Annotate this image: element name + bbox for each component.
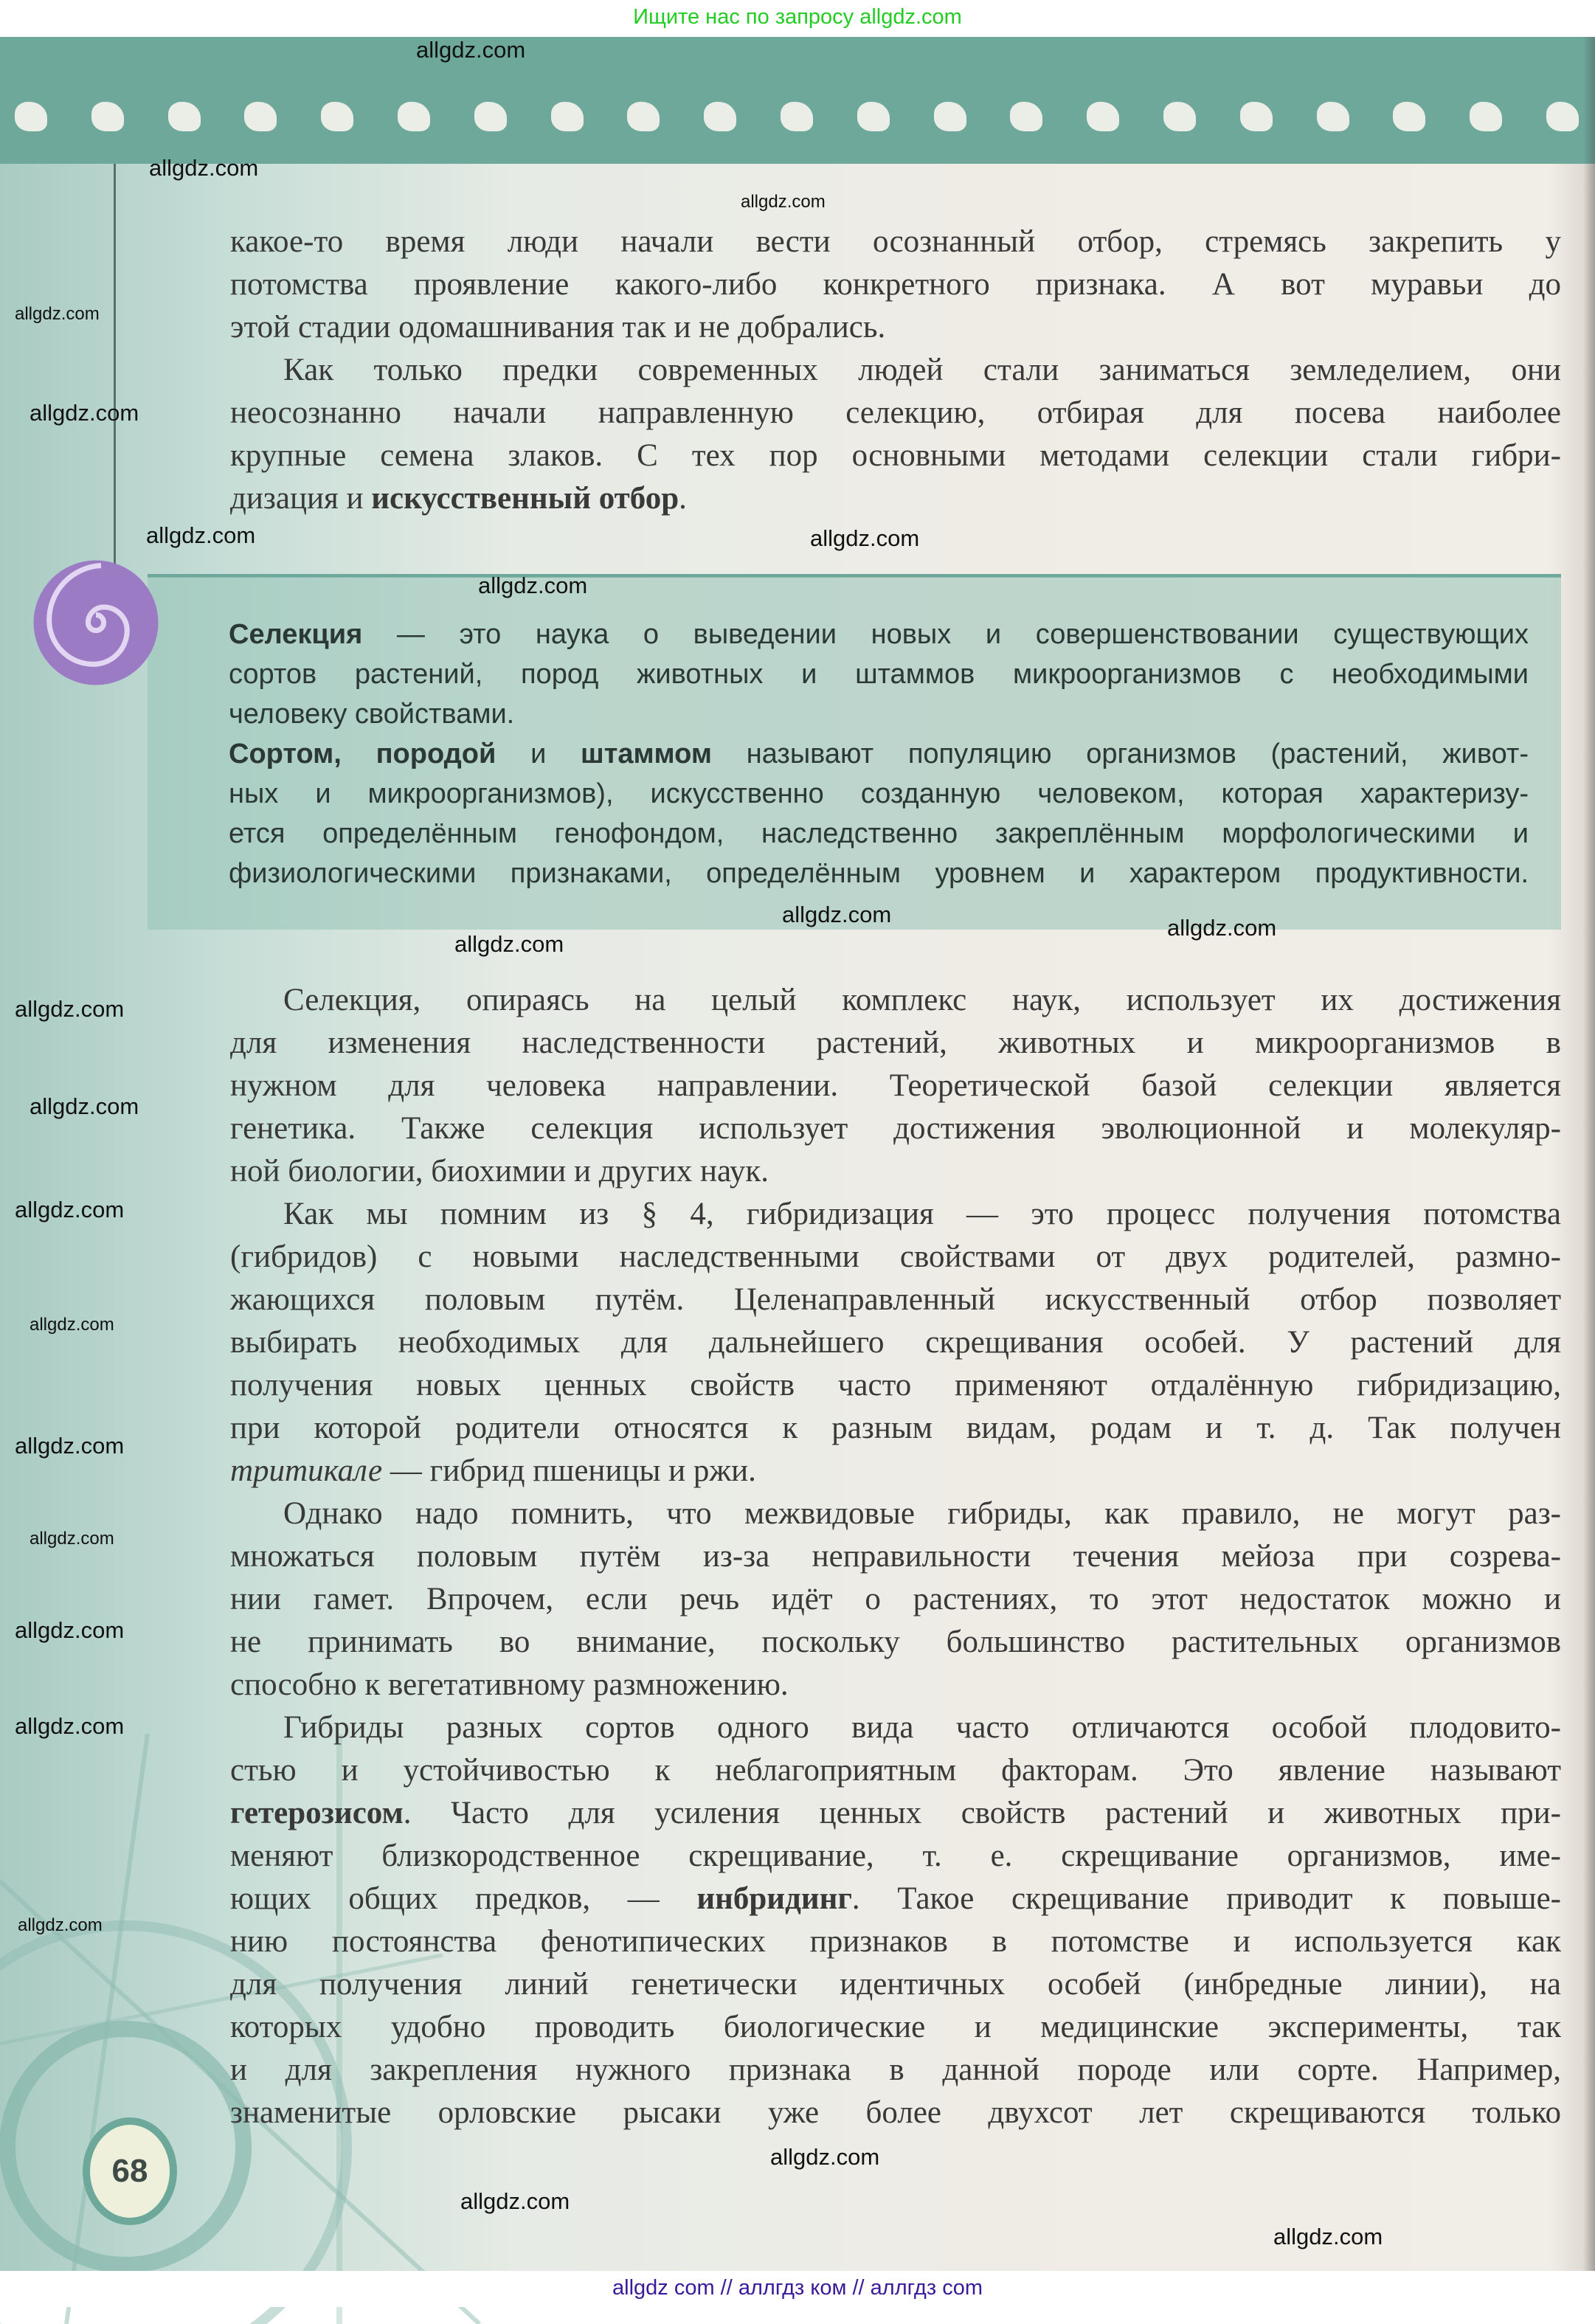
text-line — [230, 435, 1561, 477]
text-segment: нужном для человека направлении. Теоретической базой селекции является — [230, 1068, 1561, 1103]
animal-silhouette-icon — [1240, 102, 1273, 131]
watermark: allgdz.com — [1273, 2224, 1383, 2249]
animal-silhouette-icon — [168, 102, 201, 131]
text-segment: которых удобно проводить биологические и медицинские эксперименты, так — [230, 2010, 1561, 2044]
text-line — [229, 854, 1529, 893]
text-segment: — это наука о выведении новых и совершенствовании существующих — [362, 619, 1529, 650]
watermark: allgdz.com — [18, 1915, 103, 1935]
text-segment: Однако надо помнить, что межвидовые гибриды, как правило, не могут раз- — [283, 1496, 1561, 1531]
animal-silhouette-icon — [1317, 102, 1349, 131]
animal-silhouette-icon — [551, 102, 584, 131]
text-line — [230, 2092, 1561, 2134]
text-segment: Как только предки современных людей стали заниматься земледелием, они — [283, 353, 1561, 387]
text-segment: физиологическими признаками, определённым уровнем и характером продуктивности. — [229, 858, 1529, 889]
watermark: allgdz.com — [149, 155, 259, 181]
animal-silhouette-icon — [704, 102, 736, 131]
watermark: allgdz.com — [741, 192, 826, 212]
text-segment: — гибрид пшеницы и ржи. — [382, 1453, 756, 1488]
text-line — [230, 1578, 1561, 1621]
animal-silhouettes-icon — [15, 96, 1579, 140]
text-segment: . Такое скрещивание приводит к повыше- — [851, 1881, 1561, 1916]
text-line — [230, 1450, 1561, 1493]
text-segment: сортов растений, пород животных и штаммов микроорганизмов с необходимыми — [229, 659, 1529, 690]
watermark: allgdz.com — [15, 996, 125, 1022]
text-segment: генетика. Также селекция использует достижения эволюционной и молекуляр- — [230, 1111, 1561, 1146]
watermark: allgdz.com — [15, 304, 100, 324]
text-segment: называют популяцию организмов (растений, живот- — [712, 739, 1529, 770]
text-segment: . — [679, 481, 687, 516]
animal-silhouette-icon — [321, 102, 353, 131]
top-banner-text: Ищите нас по запросу allgdz.com — [633, 5, 962, 29]
page-number: 68 — [83, 2117, 177, 2225]
text-segment: не принимать во внимание, поскольку большинство растительных организмов — [230, 1625, 1561, 1659]
text-line — [230, 1878, 1561, 1920]
text-segment: нии гамет. Впрочем, если речь идёт о растениях, то этот недостаток можно и — [230, 1582, 1561, 1616]
text-segment: Селекция, опираясь на целый комплекс наук, использует их достижения — [283, 983, 1561, 1017]
main-text-top — [230, 221, 1561, 520]
text-line — [230, 979, 1561, 1022]
bottom-banner — [0, 2271, 1595, 2307]
text-segment: крупные семена злаков. С тех пор основными методами селекции стали гибри- — [230, 438, 1561, 473]
text-line — [230, 1749, 1561, 1792]
text-segment: ющих общих предков, — — [230, 1881, 697, 1916]
animal-silhouette-icon — [1470, 102, 1502, 131]
text-line — [230, 1236, 1561, 1279]
text-line — [230, 221, 1561, 263]
text-segment: ется определённым генофондом, наследственно закреплённым морфологическими и — [229, 818, 1529, 849]
margin-line — [114, 164, 116, 577]
text-segment: получения новых ценных свойств часто применяют отдалённую гибридизацию, — [230, 1368, 1561, 1403]
watermark: allgdz.com — [15, 1197, 125, 1222]
text-segment: для получения линий генетически идентичных особей (инбредные линии), на — [230, 1967, 1561, 2002]
text-segment: стью и устойчивостью к неблагоприятным факторам. Это явление называют — [230, 1753, 1561, 1788]
text-line — [230, 1321, 1561, 1364]
text-line — [230, 1493, 1561, 1535]
bold-term: искусственный отбор — [371, 481, 679, 516]
animal-silhouette-icon — [1546, 102, 1579, 131]
watermark: allgdz.com — [478, 573, 588, 598]
text-line — [230, 1279, 1561, 1321]
text-line — [230, 1193, 1561, 1236]
animal-silhouette-icon — [1010, 102, 1042, 131]
watermark: allgdz.com — [770, 2144, 880, 2170]
top-banner — [0, 0, 1595, 37]
definition-box-text — [229, 615, 1529, 893]
text-line — [229, 694, 1529, 734]
text-segment: множаться половым путём из-за неправильности течения мейоза при созрева- — [230, 1539, 1561, 1574]
text-line — [230, 1963, 1561, 2006]
text-segment: нию постоянства фенотипических признаков в потомстве и используется как — [230, 1924, 1561, 1959]
text-line — [230, 1621, 1561, 1664]
text-line — [230, 1535, 1561, 1578]
watermark: allgdz.com — [30, 1093, 139, 1119]
text-segment: (гибридов) с новыми наследственными свойствами от двух родителей, размно- — [230, 1239, 1561, 1274]
watermark: allgdz.com — [15, 1713, 125, 1739]
animal-silhouette-icon — [1393, 102, 1425, 131]
text-line — [229, 734, 1529, 774]
text-line — [230, 1920, 1561, 1963]
watermark: allgdz.com — [416, 37, 526, 63]
text-segment: способно к вегетативному размножению. — [230, 1667, 789, 1702]
watermark: allgdz.com — [460, 2188, 570, 2214]
bold-term: инбридинг — [696, 1881, 852, 1916]
text-segment: ной биологии, биохимии и других наук. — [230, 1154, 769, 1189]
text-line — [229, 774, 1529, 814]
animal-silhouette-icon — [934, 102, 966, 131]
text-line — [230, 1107, 1561, 1150]
text-segment: этой стадии одомашнивания так и не добрались. — [230, 310, 886, 345]
watermark: allgdz.com — [15, 1617, 125, 1643]
text-segment: и — [496, 739, 581, 770]
bottom-banner-text: allgdz com // аллгдз ком // аллгдз com — [612, 2276, 983, 2300]
animal-silhouette-icon — [91, 102, 124, 131]
italic-term: тритикале — [230, 1453, 383, 1488]
text-segment: знаменитые орловские рысаки уже более двухсот лет скрещиваются только — [230, 2095, 1561, 2130]
text-segment: меняют близкородственное скрещивание, т. е. скрещивание организмов, име- — [230, 1839, 1561, 1873]
text-line — [229, 654, 1529, 694]
text-line — [230, 1022, 1561, 1065]
text-line — [230, 1150, 1561, 1193]
animal-silhouette-icon — [857, 102, 890, 131]
watermark: allgdz.com — [810, 525, 920, 551]
text-line — [229, 615, 1529, 654]
text-segment: Как мы помним из § 4, гибридизация — это процесс получения потомства — [283, 1197, 1561, 1231]
book-spine-shadow — [1583, 37, 1595, 2287]
text-line — [230, 1792, 1561, 1835]
text-segment: жающихся половым путём. Целенаправленный искусственный отбор позволяет — [230, 1282, 1561, 1317]
text-line — [230, 477, 1561, 520]
text-line — [230, 349, 1561, 392]
watermark: allgdz.com — [1167, 915, 1277, 941]
text-line — [230, 263, 1561, 306]
watermark: allgdz.com — [146, 522, 256, 548]
watermark: allgdz.com — [30, 400, 139, 426]
watermark: allgdz.com — [15, 1433, 125, 1459]
animal-silhouette-icon — [627, 102, 660, 131]
text-line — [229, 814, 1529, 854]
watermark: allgdz.com — [30, 1315, 114, 1335]
bold-term: Селекция — [229, 619, 363, 650]
animal-silhouette-icon — [244, 102, 277, 131]
text-segment: при которой родители относятся к разным видам, родам и т. д. Так получен — [230, 1411, 1561, 1445]
text-line — [230, 1065, 1561, 1107]
animal-silhouette-icon — [398, 102, 430, 131]
animal-silhouette-icon — [15, 102, 47, 131]
bold-term: гетерозисом — [230, 1796, 404, 1830]
main-text-bottom — [230, 979, 1561, 2134]
text-segment: неосознанно начали направленную селекцию, отбирая для посева наиболее — [230, 395, 1561, 430]
bold-term: штаммом — [581, 739, 712, 770]
spiral-ornament-icon — [31, 558, 161, 688]
text-segment: и для закрепления нужного признака в данной породе или сорте. Например, — [230, 2052, 1561, 2087]
text-line — [230, 392, 1561, 435]
animal-silhouette-icon — [474, 102, 507, 131]
watermark: allgdz.com — [782, 902, 892, 927]
animal-silhouette-icon — [1163, 102, 1196, 131]
text-segment: потомства проявление какого-либо конкретного признака. А вот муравьи до — [230, 267, 1561, 302]
bold-term: Сортом, породой — [229, 739, 497, 770]
text-line — [230, 1664, 1561, 1706]
animal-silhouette-icon — [1087, 102, 1119, 131]
text-segment: для изменения наследственности растений, животных и микроорганизмов в — [230, 1026, 1561, 1060]
text-line — [230, 1407, 1561, 1450]
watermark: allgdz.com — [30, 1529, 114, 1549]
text-segment: какое-то время люди начали вести осознанный отбор, стремясь закрепить у — [230, 224, 1561, 259]
text-segment: выбирать необходимых для дальнейшего скрещивания особей. У растений для — [230, 1325, 1561, 1360]
text-line — [230, 2049, 1561, 2092]
text-line — [230, 306, 1561, 349]
text-line — [230, 1835, 1561, 1878]
text-segment: . Часто для усиления ценных свойств растений и животных при- — [403, 1796, 1561, 1830]
text-line — [230, 1706, 1561, 1749]
watermark: allgdz.com — [454, 931, 564, 957]
text-segment: дизация и — [230, 481, 372, 516]
text-segment: человеку свойствами. — [229, 699, 515, 730]
animal-silhouette-icon — [781, 102, 813, 131]
text-segment: ных и микроорганизмов), искусственно созданную человеком, которая характеризу- — [229, 778, 1529, 809]
text-segment: Гибриды разных сортов одного вида часто отличаются особой плодовито- — [283, 1710, 1561, 1745]
text-line — [230, 1364, 1561, 1407]
text-line — [230, 2006, 1561, 2049]
